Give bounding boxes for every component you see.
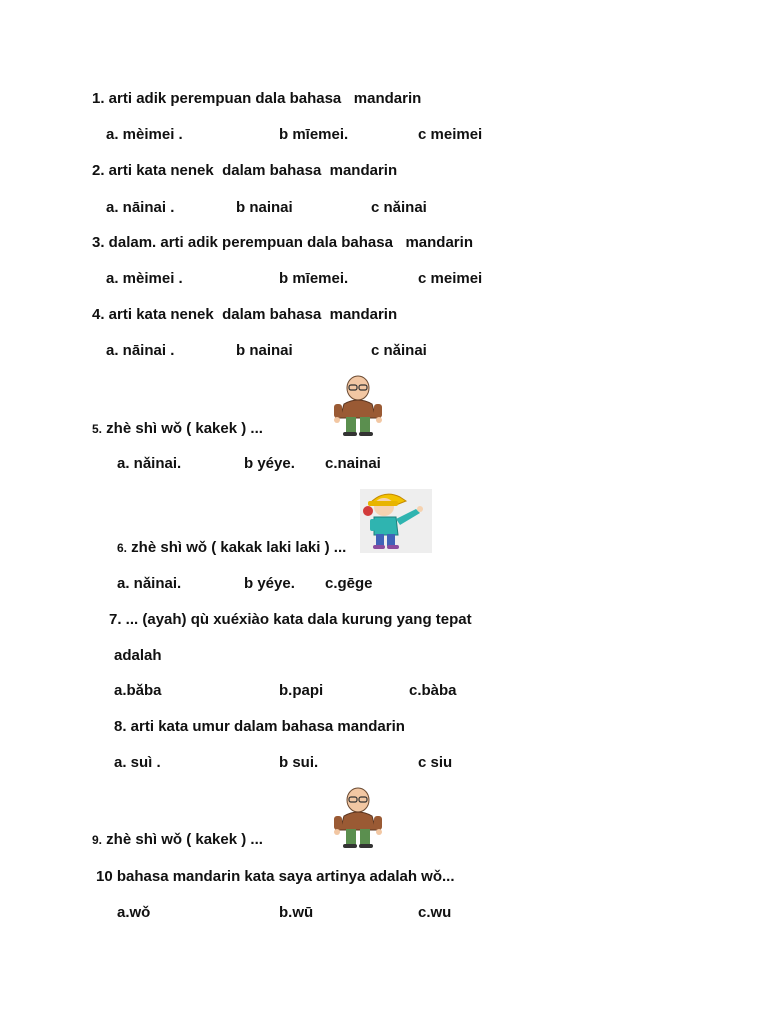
q7-option-a: a.bǎba [114,682,162,699]
question-3: 3. dalam. arti adik perempuan dala bahasa mandarin [92,234,473,251]
boy-cartoon-icon [360,489,432,553]
q7-option-c: c.bàba [409,682,457,699]
q2-option-b: b nainai [236,199,293,216]
grandpa-cartoon-icon [326,374,390,436]
q3-option-a: a. mèimei . [106,270,183,287]
question-10: 10 bahasa mandarin kata saya artinya adalah wǒ... [96,868,455,885]
q2-option-c: c nǎinai [371,199,427,216]
grandpa-cartoon-icon-2 [326,786,390,848]
q1-option-a: a. mèimei . [106,126,183,143]
question-6: 6. zhè shì wǒ ( kakak laki laki ) ... [117,539,347,556]
q10-option-b: b.wū [279,904,314,921]
q6-option-a: a. nǎinai. [117,575,182,592]
q5-option-b: b yéye. [244,455,295,472]
q4-option-b: b nainai [236,342,293,359]
question-7-continuation: adalah [114,647,162,664]
q8-option-b: b sui. [279,754,319,771]
q10-option-a: a.wǒ [117,904,151,921]
q1-option-c: c meimei [418,126,483,143]
q2-option-a: a. nāinai . [106,199,175,216]
q4-option-c: c nǎinai [371,342,427,359]
question-9: 9. zhè shì wǒ ( kakek ) ... [92,831,263,848]
q3-option-c: c meimei [418,270,483,287]
question-4: 4. arti kata nenek dalam bahasa mandarin [92,306,398,323]
question-1: 1. arti adik perempuan dala bahasa mandarin [92,90,422,107]
q1-option-b: b mīemei. [279,126,349,143]
question-8: 8. arti kata umur dalam bahasa mandarin [114,718,405,735]
question-5: 5. zhè shì wǒ ( kakek ) ... [92,420,263,437]
q6-option-c: c.gēge [325,575,373,592]
q5-option-c: c.nainai [325,455,381,472]
q8-option-a: a. suì . [114,754,161,771]
q4-option-a: a. nāinai . [106,342,175,359]
q10-option-c: c.wu [418,904,452,921]
q5-option-a: a. nǎinai. [117,455,182,472]
q3-option-b: b mīemei. [279,270,349,287]
question-2: 2. arti kata nenek dalam bahasa mandarin [92,162,398,179]
question-7: 7. ... (ayah) qù xuéxiào kata dala kurung yang tepat [109,611,472,628]
q7-option-b: b.papi [279,682,324,699]
q8-option-c: c siu [418,754,453,771]
q6-option-b: b yéye. [244,575,295,592]
